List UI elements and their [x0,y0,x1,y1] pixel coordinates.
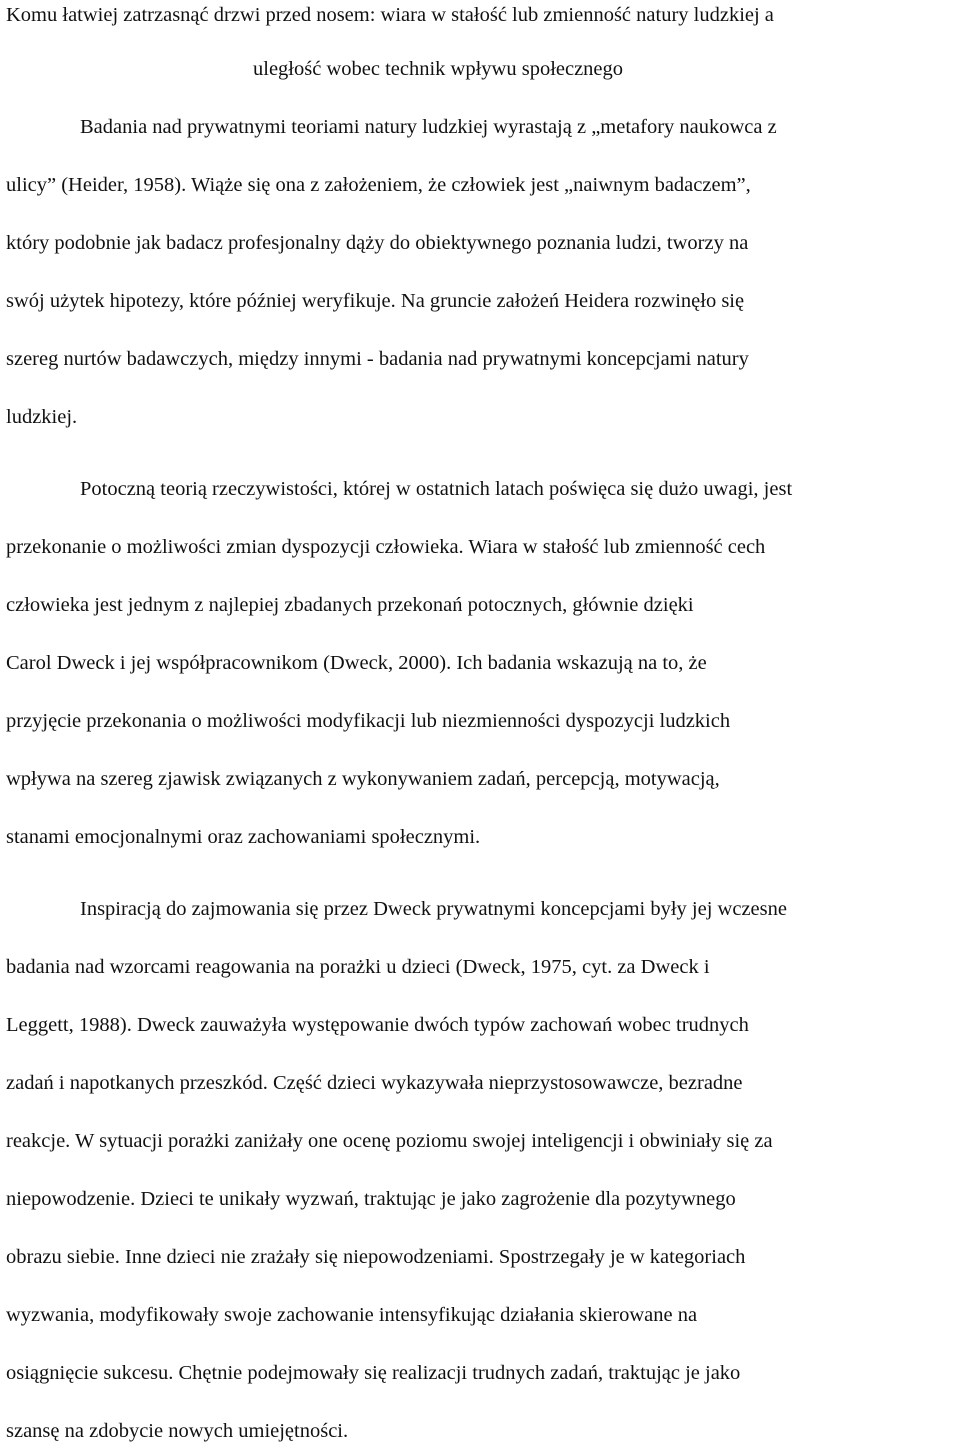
paragraph-3-line-3: Leggett, 1988). Dweck zauważyła występowanie dwóch typów zachowań wobec trudnych [6,1014,749,1036]
paragraph-2-line-2: przekonanie o możliwości zmian dyspozycji człowieka. Wiara w stałość lub zmienność cech [6,536,766,558]
paragraph-1-line-2: ulicy” (Heider, 1958). Wiąże się ona z założeniem, że człowiek jest „naiwnym badaczem”, [6,174,751,196]
document-title-line-1: Komu łatwiej zatrzasnąć drzwi przed nosem: wiara w stałość lub zmienność natury ludzkiej a [6,4,774,26]
paragraph-1-line-4: swój użytek hipotezy, które później weryfikuje. Na gruncie założeń Heidera rozwinęło się [6,290,745,312]
paragraph-1-line-6: ludzkiej. [6,406,78,428]
paragraph-2-line-5: przyjęcie przekonania o możliwości modyfikacji lub niezmienności dyspozycji ludzkich [6,710,731,732]
paragraph-3-line-2: badania nad wzorcami reagowania na porażki u dzieci (Dweck, 1975, cyt. za Dweck i [6,956,710,978]
paragraph-3-line-4: zadań i napotkanych przeszkód. Część dzieci wykazywała nieprzystosowawcze, bezradne [6,1072,743,1094]
paragraph-1-line-3: który podobnie jak badacz profesjonalny dąży do obiektywnego poznania ludzi, tworzy na [6,232,749,254]
paragraph-3-line-6: niepowodzenie. Dzieci te unikały wyzwań, traktując je jako zagrożenie dla pozytywnego [6,1188,736,1210]
paragraph-3-line-9: osiągnięcie sukcesu. Chętnie podejmowały się realizacji trudnych zadań, traktując je jako [6,1362,741,1384]
paragraph-2-line-3: człowieka jest jednym z najlepiej zbadanych przekonań potocznych, głównie dzięki [6,594,694,616]
document-title-line-2: uległość wobec technik wpływu społecznego [253,58,624,80]
paragraph-1-line-1: Badania nad prywatnymi teoriami natury ludzkiej wyrastają z „metafory naukowca z [80,116,777,138]
paragraph-3-line-5: reakcje. W sytuacji porażki zaniżały one ocenę poziomu swojej inteligencji i obwiniały się za [6,1130,773,1152]
paragraph-1-line-5: szereg nurtów badawczych, między innymi - badania nad prywatnymi koncepcjami natury [6,348,749,370]
paragraph-3-line-7: obrazu siebie. Inne dzieci nie zrażały się niepowodzeniami. Spostrzegały je w kategoriach [6,1246,746,1268]
paragraph-2-line-6: wpływa na szereg zjawisk związanych z wykonywaniem zadań, percepcją, motywacją, [6,768,720,790]
paragraph-3-line-1: Inspiracją do zajmowania się przez Dweck prywatnymi koncepcjami były jej wczesne [80,898,787,920]
paragraph-2-line-1: Potoczną teorią rzeczywistości, której w ostatnich latach poświęca się dużo uwagi, jest [80,478,793,500]
paragraph-2-line-4: Carol Dweck i jej współpracownikom (Dweck, 2000). Ich badania wskazują na to, że [6,652,707,674]
paragraph-3-line-10: szansę na zdobycie nowych umiejętności. [6,1420,349,1442]
paragraph-3-line-8: wyzwania, modyfikowały swoje zachowanie intensyfikując działania skierowane na [6,1304,698,1326]
paragraph-2-line-7: stanami emocjonalnymi oraz zachowaniami społecznymi. [6,826,481,848]
